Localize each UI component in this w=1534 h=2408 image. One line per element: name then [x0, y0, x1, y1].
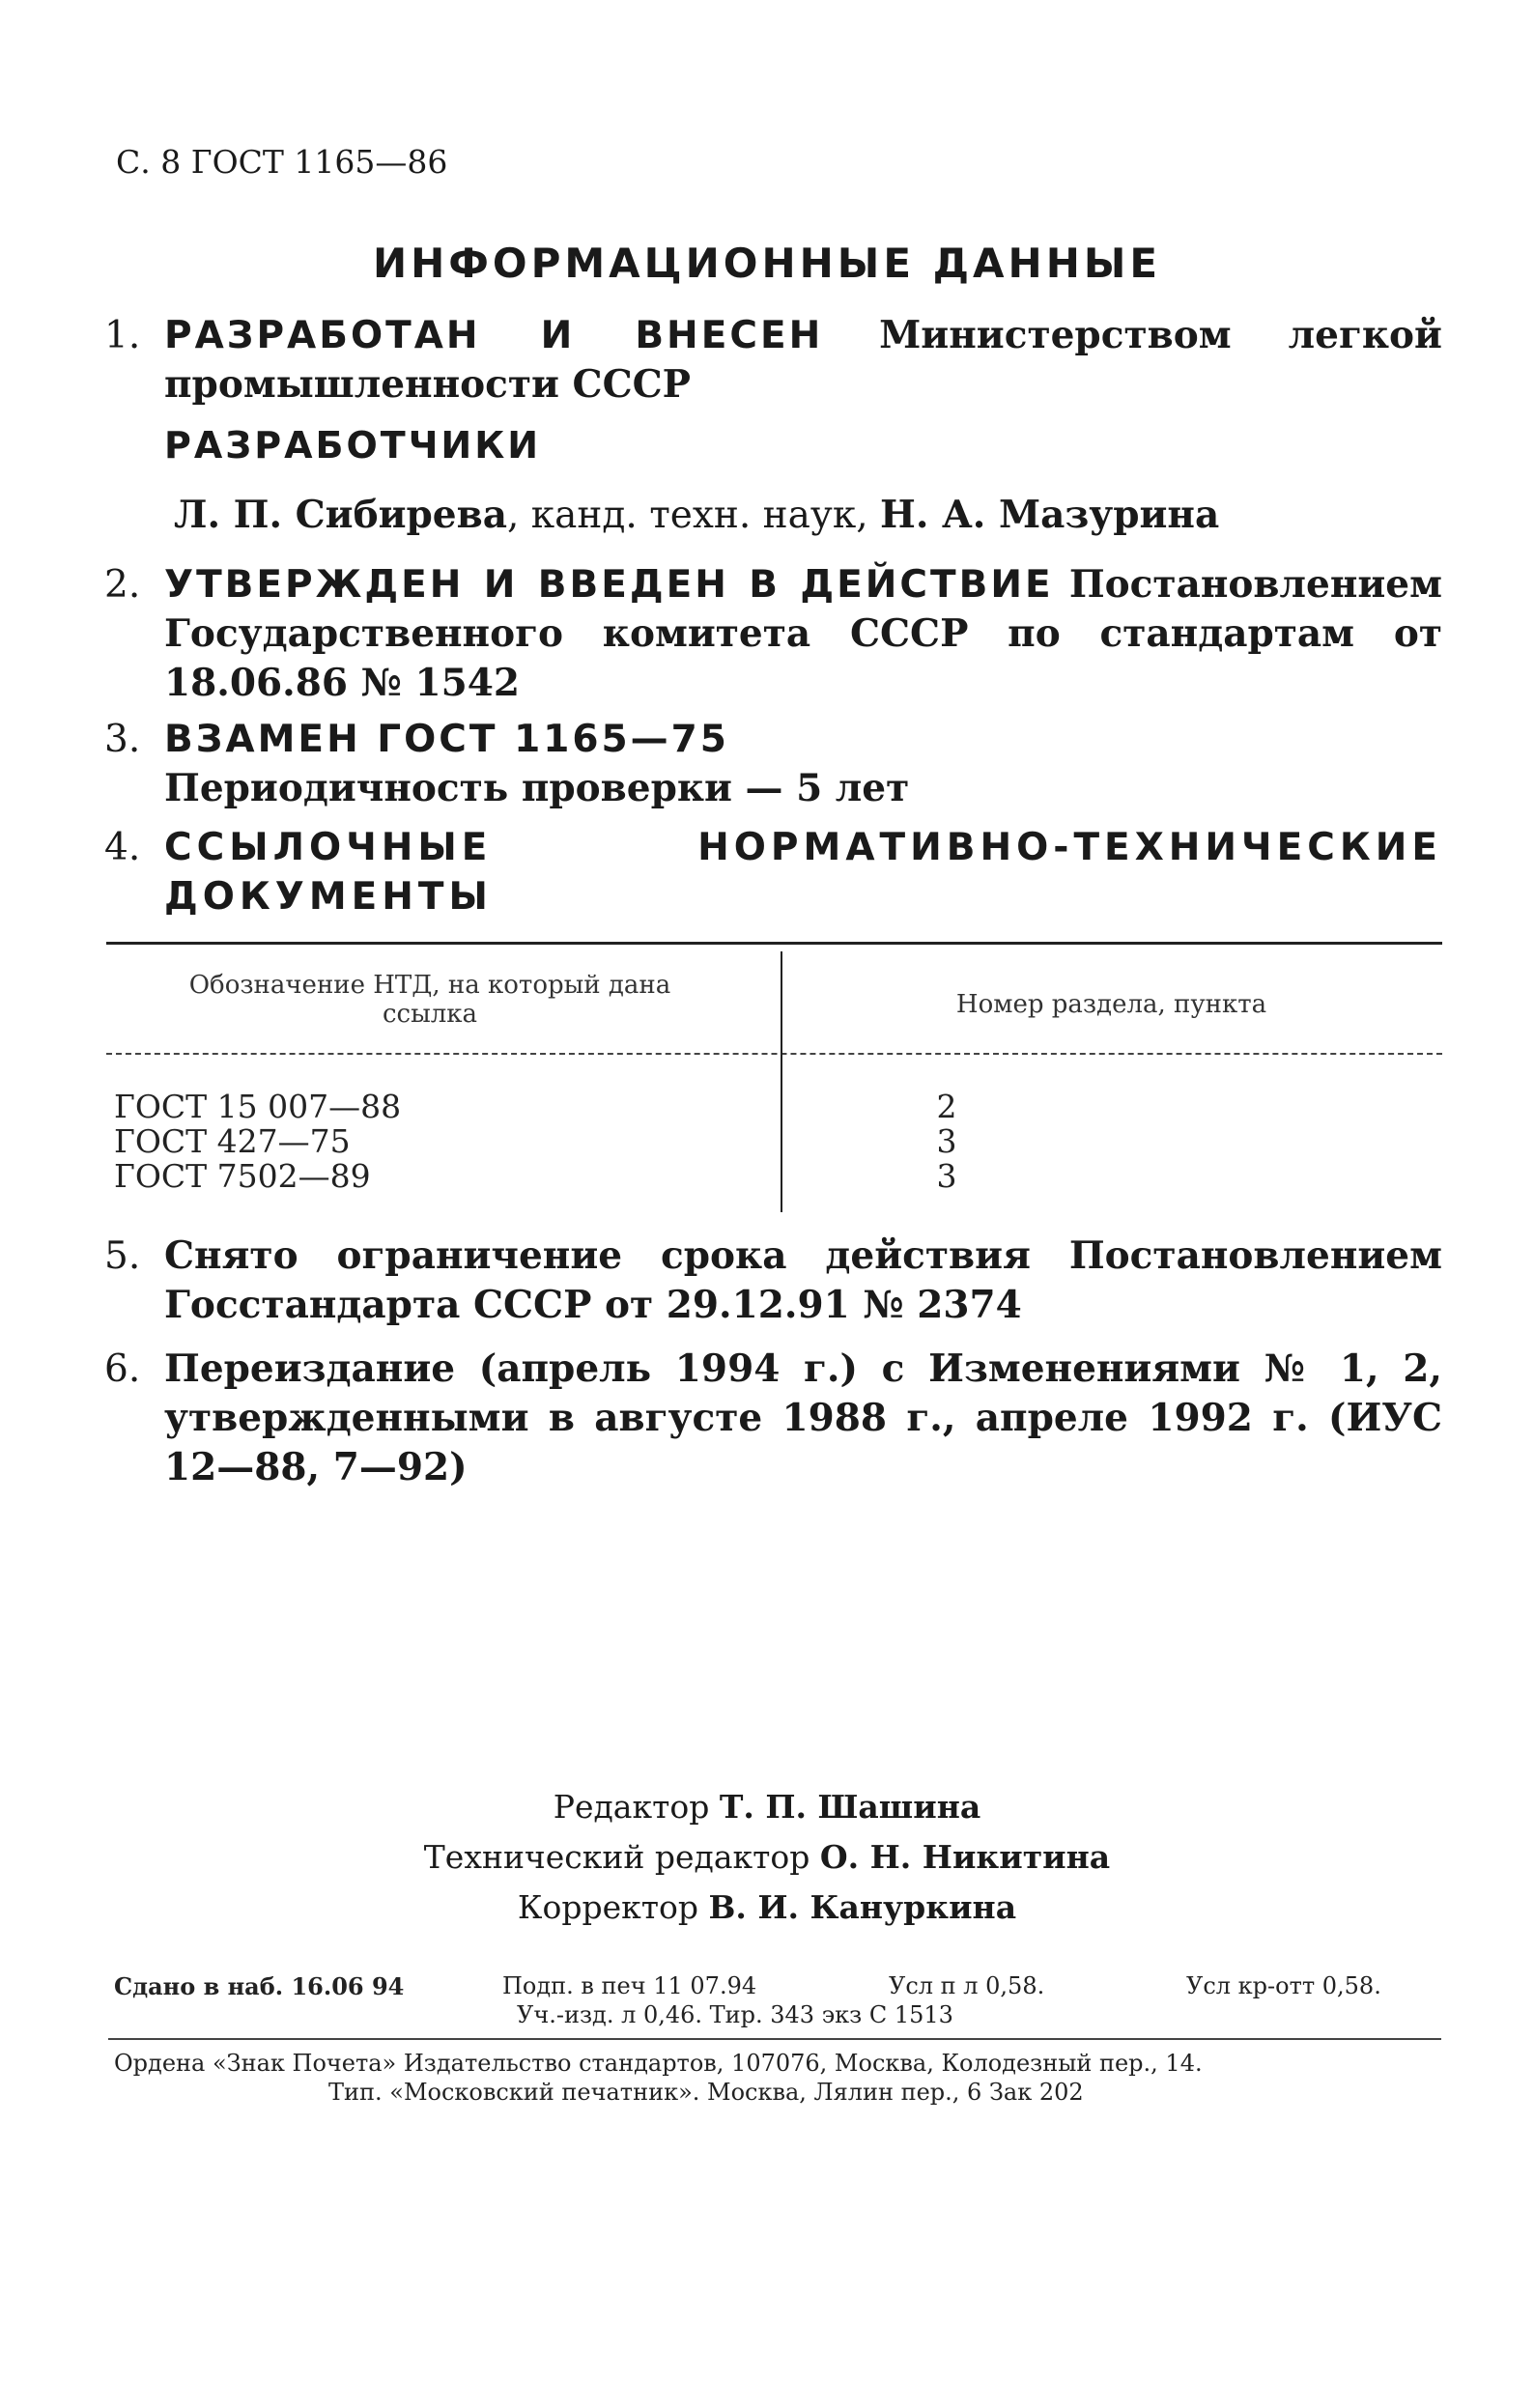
item-text: Переиздание (апрель 1994 г.) с Изменениями № 1, 2, утвержденными в августе 1988 г., апреле 1992 г. (ИУС 12—88, 7—92): [164, 1346, 1442, 1489]
item-4: [104, 823, 1442, 921]
credit-corrector: [0, 1883, 1534, 1933]
credit-name: В. И. Кануркина: [708, 1888, 1017, 1926]
credit-label: Корректор: [517, 1888, 698, 1926]
item-2: [104, 560, 1442, 708]
page-header: С. 8 ГОСТ 1165—86: [116, 143, 448, 181]
item-3: [104, 715, 1442, 813]
credit-label: Редактор: [553, 1788, 710, 1826]
table-header-doc: Обозначение НТД, на который дана ссылка: [188, 971, 671, 1029]
table-section-column: [927, 1090, 966, 1194]
imprint-sent: Сдано в наб. 16.06 94: [114, 1972, 405, 2000]
imprint-signed: Подп. в печ 11 07.94: [502, 1972, 757, 1999]
imprint-publisher: Ордена «Знак Почета» Издательство стандартов, 107076, Москва, Колодезный пер., 14.: [114, 2050, 1203, 2077]
table-cell-section: 3: [936, 1157, 957, 1195]
developer-name: Н. А. Мазурина: [880, 493, 1220, 537]
credit-editor: [0, 1782, 1534, 1832]
imprint-uch-izd: Уч.-изд. л 0,46. Тир. 343 экз С 1513: [517, 2001, 953, 2028]
imprint-usl-pl: Усл п л 0,58.: [889, 1972, 1045, 1999]
item-number: 3.: [104, 718, 141, 761]
table-doc-column: [114, 1090, 771, 1194]
item-1: [104, 311, 1442, 410]
table-cell-doc: ГОСТ 7502—89: [114, 1157, 371, 1195]
item-number: 4.: [104, 826, 141, 869]
item-caption: РАЗРАБОТАН И ВНЕСЕН: [164, 314, 824, 357]
item-6: [104, 1345, 1442, 1492]
developers-list: [174, 493, 1219, 537]
credit-name: Т. П. Шашина: [719, 1788, 981, 1826]
item-text: Снято ограничение срока действия Постановлением Госстандарта СССР от 29.12.91 № 2374: [164, 1233, 1442, 1327]
credits-block: [0, 1782, 1534, 1933]
item-caption: ВЗАМЕН ГОСТ 1165—75: [164, 718, 729, 761]
imprint-printer: Тип. «Московский печатник». Москва, Лялин пер., 6 Зак 202: [328, 2079, 1084, 2106]
table-header-section: Номер раздела, пункта: [955, 990, 1267, 1019]
table-cell-section: 2: [936, 1088, 957, 1125]
developer-name: Л. П. Сибирева: [174, 493, 507, 537]
table-cell-doc: ГОСТ 15 007—88: [114, 1088, 402, 1125]
page-title: ИНФОРМАЦИОННЫЕ ДАННЫЕ: [372, 240, 1162, 287]
item-caption: ССЫЛОЧНЫЕ НОРМАТИВНО-ТЕХНИЧЕСКИЕ ДОКУМЕНТЫ: [164, 826, 1442, 919]
item-number: 1.: [104, 314, 141, 357]
developers-heading: РАЗРАБОТЧИКИ: [164, 424, 542, 467]
credit-tech-editor: [0, 1832, 1534, 1883]
item-text: Министерством легкой промышленности СССР: [164, 313, 1442, 407]
table-header-rule: [106, 1053, 1442, 1055]
imprint-divider: [108, 2038, 1441, 2040]
item-number: 2.: [104, 563, 141, 607]
table-column-divider: [781, 951, 782, 1212]
credit-label: Технический редактор: [423, 1838, 810, 1876]
table-top-rule: [106, 942, 1442, 945]
table-cell-doc: ГОСТ 427—75: [114, 1122, 351, 1160]
item-text: Периодичность проверки — 5 лет: [164, 766, 910, 810]
item-text: Постановлением Государственного комитета СССР по стандартам от 18.06.86 № 1542: [164, 562, 1442, 705]
imprint-usl-kr: Усл кр-отт 0,58.: [1186, 1972, 1381, 1999]
item-5: [104, 1232, 1442, 1330]
table-cell-section: 3: [936, 1122, 957, 1160]
item-number: 6.: [104, 1347, 141, 1391]
credit-name: О. Н. Никитина: [819, 1838, 1111, 1876]
item-caption: УТВЕРЖДЕН И ВВЕДЕН В ДЕЙСТВИЕ: [164, 563, 1054, 607]
item-number: 5.: [104, 1234, 141, 1278]
developer-degree: , канд. техн. наук,: [506, 494, 881, 537]
